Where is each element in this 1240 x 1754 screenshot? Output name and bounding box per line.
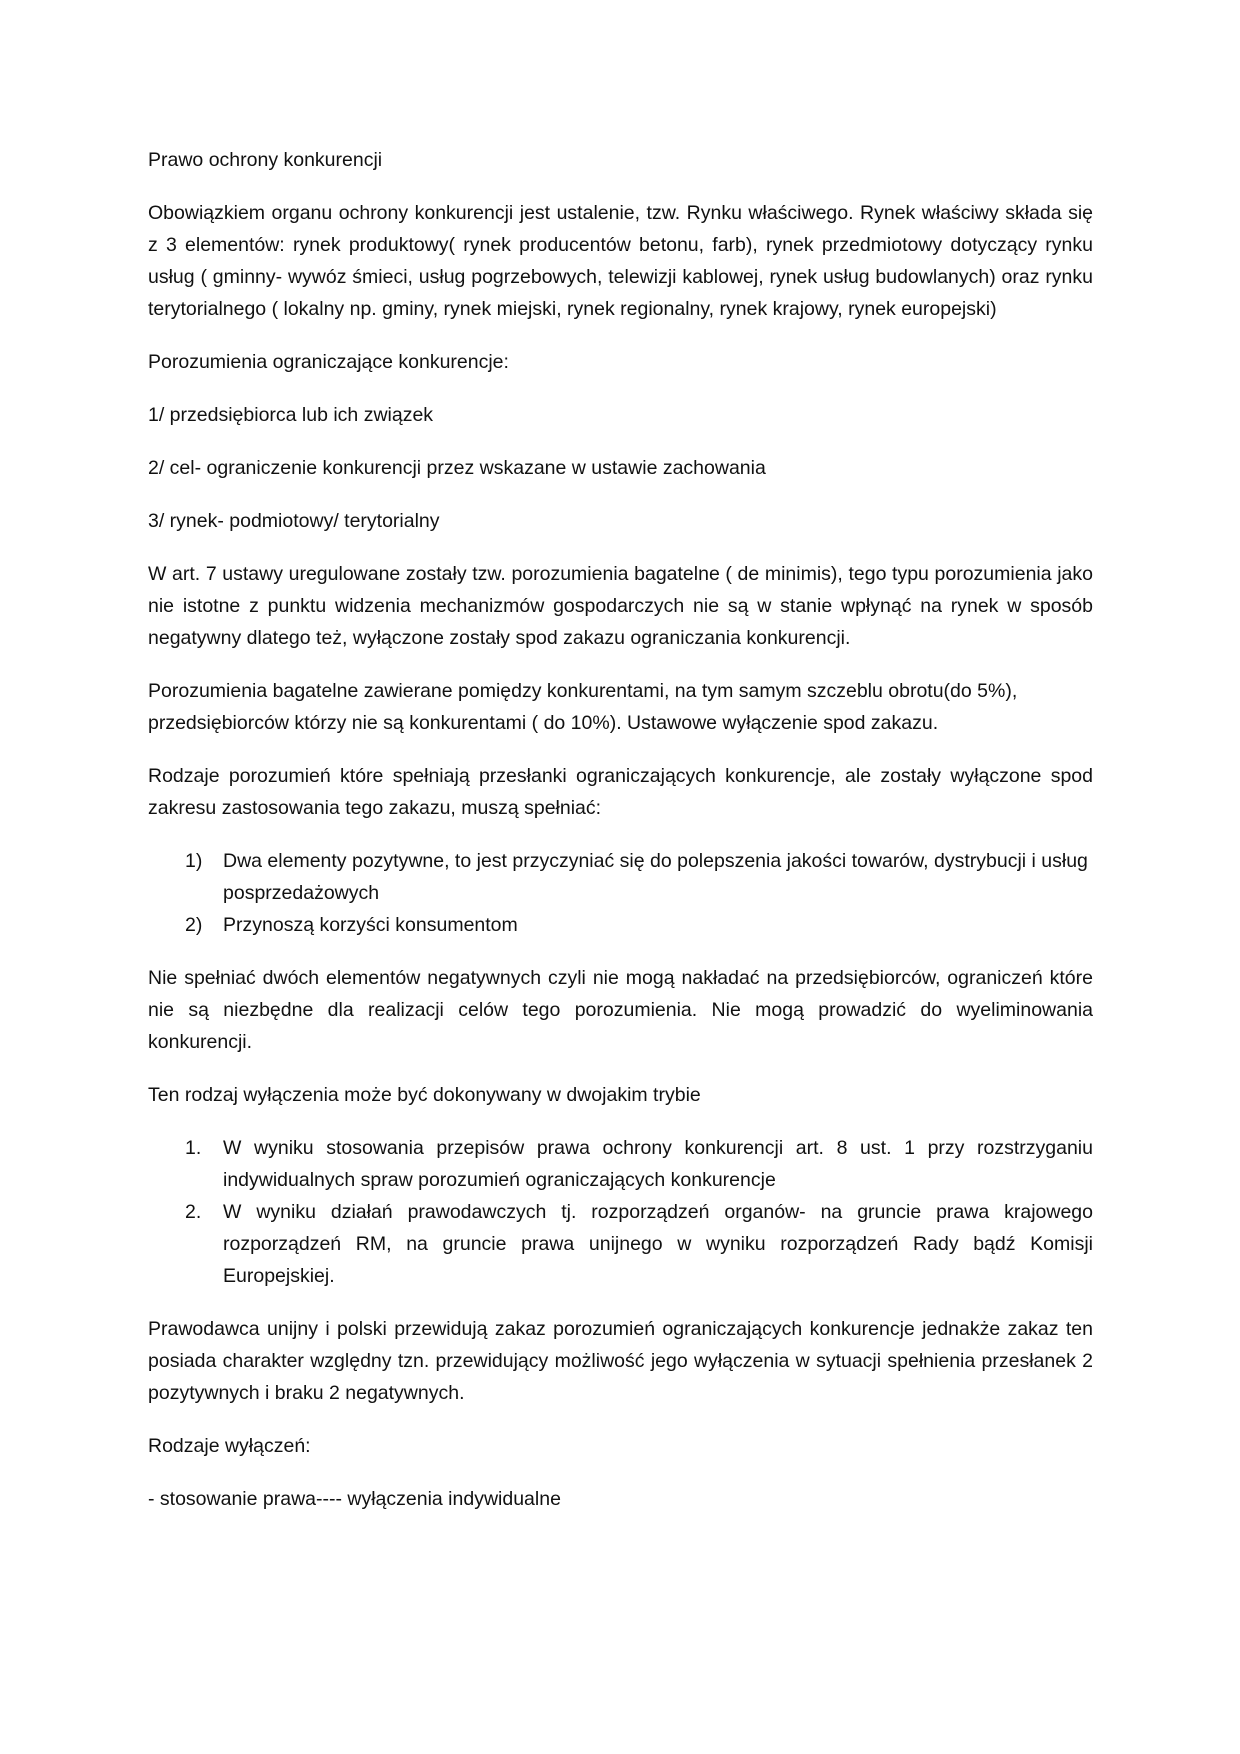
heading-restrictive-agreements: Porozumienia ograniczające konkurencje: (148, 351, 509, 373)
point-1: 1/ przedsiębiorca lub ich związek (148, 404, 434, 426)
list-item-text: Dwa elementy pozytywne, to jest przyczyniać się do polepszenia jakości towarów, dystrybucji i usług posprzedażowych (223, 850, 1088, 904)
line-individual-exclusions: - stosowanie prawa---- wyłączenia indywidualne (148, 1488, 561, 1510)
list-item-text: W wyniku stosowania przepisów prawa ochrony konkurencji art. 8 ust. 1 przy rozstrzyganiu indywidualnych spraw porozumień ograniczających konkurencje (223, 1137, 1093, 1191)
list-item (148, 1132, 1093, 1196)
paragraph-relevant-market: Obowiązkiem organu ochrony konkurencji jest ustalenie, tzw. Rynku właściwego. Rynek właściwy składa się z 3 elementów: rynek produktowy( rynek producentów betonu, farb), rynek przedmiotowy dotyczący rynku usług ( gminny- wywóz śmieci, usług pogrzebowych, telewizji kablowej, rynek usług budowlanych) oraz rynku terytorialnego ( lokalny np. gminy, rynek miejski, rynek regionalny, rynek krajowy, rynek europejski) (148, 202, 1093, 320)
paragraph-negative-elements: Nie spełniać dwóch elementów negatywnych czyli nie mogą nakładać na przedsiębiorców, ograniczeń które nie są niezbędne dla realizacji celów tego porozumienia. Nie mogą prowadzić do wyeliminowania konkurencji. (148, 967, 1093, 1053)
paragraph-art-7: W art. 7 ustawy uregulowane zostały tzw. porozumienia bagatelne ( de minimis), tego typu porozumienia jako nie istotne z punktu widzenia mechanizmów gospodarczych nie są w stanie wpłynąć na rynek w sposób negatywny dlatego też, wyłączone zostały spod zakazu ograniczania konkurencji. (148, 563, 1093, 649)
paragraph-agreement-types: Rodzaje porozumień które spełniają przesłanki ograniczających konkurencje, ale zostały wyłączone spod zakresu zastosowania tego zakazu, muszą spełniać: (148, 765, 1093, 819)
list-exclusion-modes (148, 1132, 1093, 1292)
point-2: 2/ cel- ograniczenie konkurencji przez wskazane w ustawie zachowania (148, 457, 766, 479)
list-marker: 1) (185, 850, 203, 872)
list-item (148, 1196, 1093, 1292)
list-item (148, 909, 1093, 941)
list-item (148, 845, 1093, 909)
point-3: 3/ rynek- podmiotowy/ terytorialny (148, 510, 440, 532)
paragraph-de-minimis: Porozumienia bagatelne zawierane pomiędzy konkurentami, na tym samym szczeblu obrotu(do 5%), przedsiębiorców którzy nie są konkurentami ( do 10%). Ustawowe wyłączenie spod zakazu. (148, 680, 1018, 734)
document-body (148, 144, 1093, 1536)
list-positive-elements (148, 845, 1093, 941)
list-item-text: Przynoszą korzyści konsumentom (223, 914, 518, 936)
list-marker: 2) (185, 914, 203, 936)
paragraph-exclusion-mode: Ten rodzaj wyłączenia może być dokonywany w dwojakim trybie (148, 1084, 701, 1106)
list-item-text: W wyniku działań prawodawczych tj. rozporządzeń organów- na gruncie prawa krajowego rozporządzeń RM, na gruncie prawa unijnego w wyniku rozporządzeń Rady bądź Komisji Europejskiej. (223, 1201, 1093, 1287)
document-title: Prawo ochrony konkurencji (148, 149, 383, 171)
paragraph-legislator: Prawodawca unijny i polski przewidują zakaz porozumień ograniczających konkurencje jednakże zakaz ten posiada charakter względny tzn. przewidujący możliwość jego wyłączenia w sytuacji spełnienia przesłanek 2 pozytywnych i braku 2 negatywnych. (148, 1318, 1093, 1404)
heading-exclusion-types: Rodzaje wyłączeń: (148, 1435, 311, 1457)
list-marker: 1. (185, 1137, 202, 1159)
list-marker: 2. (185, 1201, 202, 1223)
